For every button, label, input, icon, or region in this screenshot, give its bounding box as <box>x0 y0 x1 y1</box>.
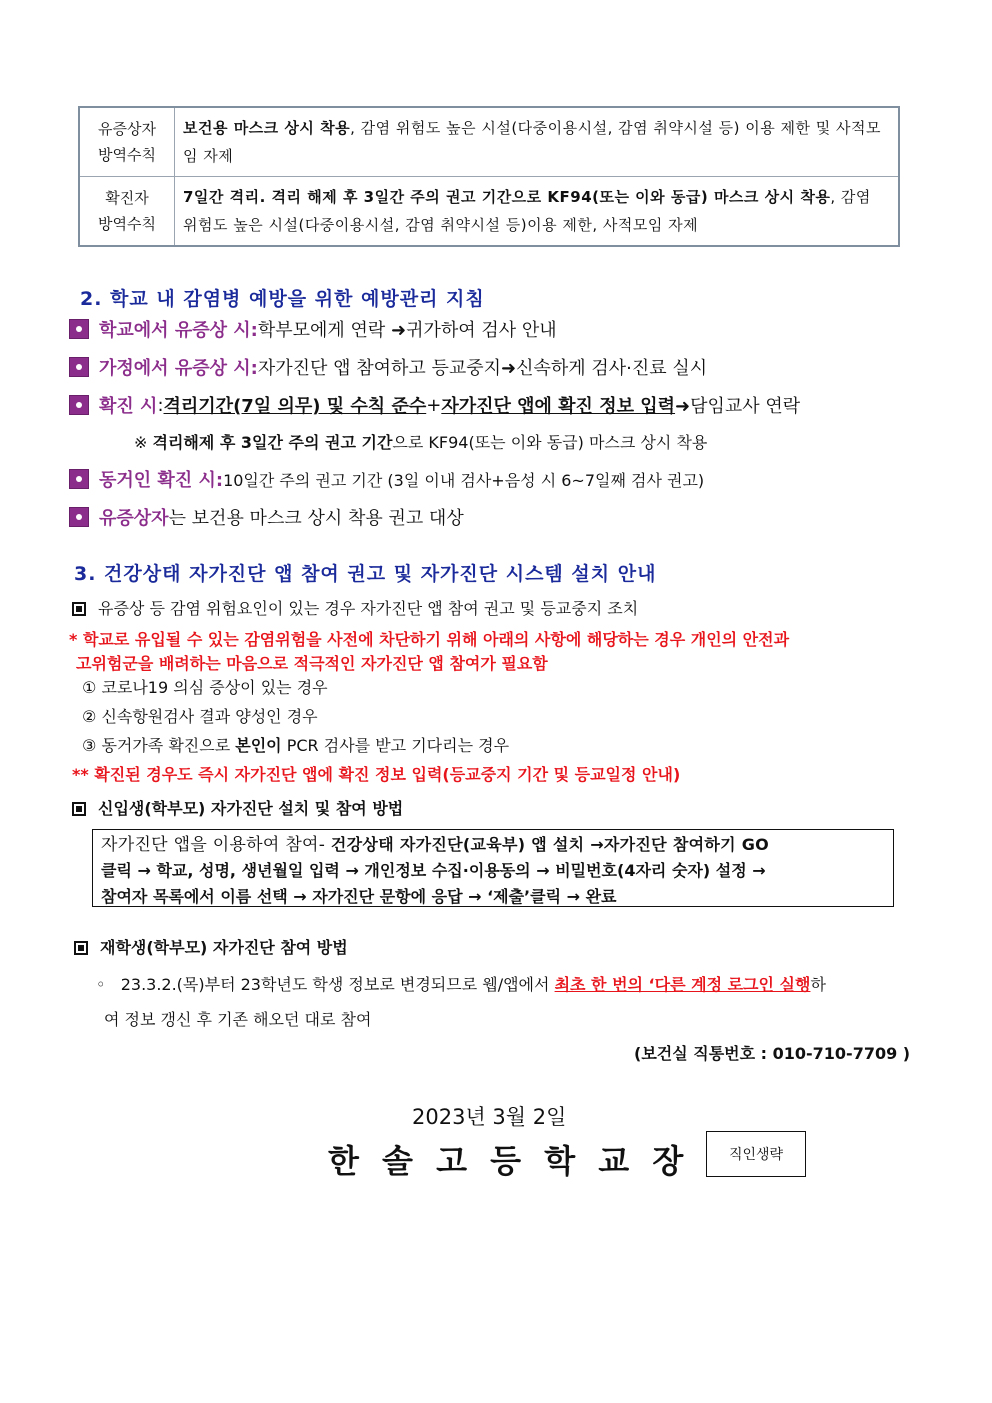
steps-line <box>101 832 885 858</box>
row-body <box>175 107 900 177</box>
document-date: 2023년 3월 2일 <box>412 1105 567 1129</box>
seal-omitted-box <box>706 1131 806 1177</box>
returning-text: 하 <box>810 975 826 994</box>
square-bullet-icon <box>69 357 89 377</box>
case-item <box>82 675 328 698</box>
row-header-line: 방역수칙 <box>98 215 156 233</box>
row-body <box>175 177 900 247</box>
boxed-square-icon <box>72 602 86 616</box>
note-text: 으로 KF94(또는 이와 동급) 마스크 상시 착용 <box>392 433 708 452</box>
returning-students-title: 재학생(학부모) 자가진단 참여 방법 <box>100 938 348 957</box>
case-text: 신속항원검사 결과 양성인 경우 <box>101 707 318 726</box>
square-bullet-icon <box>69 469 89 489</box>
steps-normal: 자가진단 앱을 이용하여 참여- <box>101 835 331 855</box>
case-number: ③ <box>82 736 97 755</box>
row-header-line: 방역수칙 <box>98 146 156 164</box>
item-text: ➜담임교사 연락 <box>675 396 801 417</box>
row-header-line: 유증상자 <box>98 120 156 138</box>
item-label: 가정에서 유증상 시: <box>99 358 258 379</box>
item-label: 유증상자 <box>99 508 169 529</box>
steps-bold: 건강상태 자가진단(교육부) 앱 설치 →자가진단 참여하기 GO <box>330 835 770 854</box>
contact-number: (보건실 직통번호 : 010-710-7709 ) <box>634 1044 911 1063</box>
section3-title: 3. 건강상태 자가진단 앱 참여 권고 및 자가진단 시스템 설치 안내 <box>74 563 657 585</box>
returning-red-text: 최초 한 번의 ‘다른 계정 로그인 실행 <box>554 975 811 994</box>
item-underlined: 격리기간(7일 의무) 및 수칙 준수 <box>163 396 427 417</box>
row-body-text: , 감염 위험도 높은 시설(다중이용시설, 감염 취약시설 등) 이용 제한 및 사적모임 자제 <box>183 119 881 165</box>
boxed-square-icon <box>72 802 86 816</box>
intro-text: 유증상 등 감염 위험요인이 있는 경우 자가진단 앱 참여 권고 및 등교중지 조치 <box>98 599 639 618</box>
square-bullet-icon <box>69 507 89 527</box>
section2-title: 2. 학교 내 감염병 예방을 위한 예방관리 지침 <box>80 288 485 310</box>
row-body-text: , 감염 위험도 높은 시설(다중이용시설, 감염 취약시설 등)이용 제한, 사적모임 자제 <box>183 188 871 234</box>
seal-text: 직인생략 <box>728 1147 784 1163</box>
item-text: 학부모에게 연락 ➜귀가하여 검사 안내 <box>257 320 557 341</box>
new-students-title-row <box>72 796 403 819</box>
quarantine-rules-table <box>78 106 900 247</box>
returning-students-title-row <box>74 935 348 958</box>
returning-line <box>96 972 826 995</box>
row-header <box>79 177 175 247</box>
item-text: 10일간 주의 권고 기간 (3일 이내 검사+음성 시 6~7일째 검사 권고) <box>223 470 705 490</box>
isolation-note <box>134 430 707 453</box>
list-item <box>69 504 464 530</box>
item-plus: + <box>426 394 442 416</box>
returning-line: 여 정보 갱신 후 기존 해오던 대로 참여 <box>104 1010 372 1029</box>
table-row <box>79 107 899 177</box>
steps-line: 클릭 → 학교, 성명, 생년월일 입력 → 개인정보 수집·이용동의 → 비밀번호(4자리 숫자) 설정 → <box>101 861 766 880</box>
list-item <box>69 316 557 342</box>
circle-bullet-icon: ◦ <box>96 975 106 994</box>
item-colon: : <box>157 394 164 416</box>
case-text: 동거가족 확진으로 <box>101 736 236 755</box>
returning-text: 23.3.2.(목)부터 23학년도 학생 정보로 변경되므로 웹/앱에서 <box>120 975 555 994</box>
warning-line: 고위험군을 배려하는 마음으로 적극적인 자가진단 앱 참여가 필요함 <box>76 654 548 673</box>
confirmed-warning: ** 확진된 경우도 즉시 자가진단 앱에 확진 정보 입력(등교중지 기간 및 등교일정 안내) <box>72 765 681 784</box>
warning-line: * 학교로 유입될 수 있는 감염위험을 사전에 차단하기 위해 아래의 사항에 해당하는 경우 개인의 안전과 <box>69 630 790 649</box>
case-text: PCR 검사를 받고 기다리는 경우 <box>281 736 510 755</box>
table-row <box>79 177 899 247</box>
item-underlined: 자가진단 앱에 확진 정보 입력 <box>441 396 676 417</box>
install-steps-box <box>92 829 894 907</box>
case-text: 코로나19 의심 증상이 있는 경우 <box>101 678 328 697</box>
new-students-title: 신입생(학부모) 자가진단 설치 및 참여 방법 <box>98 799 404 818</box>
case-number: ② <box>82 707 97 726</box>
signer-title: 한 솔 고 등 학 교 장 <box>328 1142 690 1180</box>
item-label: 학교에서 유증상 시: <box>99 320 258 341</box>
row-body-bold: 7일간 격리. 격리 해제 후 3일간 주의 권고 기간으로 KF94(또는 이와 동급) 마스크 상시 착용 <box>183 188 831 206</box>
steps-line: 참여자 목록에서 이름 선택 → 자가진단 문항에 응답 → ‘제출’클릭 → 완료 <box>101 887 617 906</box>
list-item <box>69 354 707 380</box>
item-label: 동거인 확진 시: <box>99 470 224 491</box>
note-prefix: ※ <box>134 433 153 452</box>
case-bold: 본인이 <box>235 736 282 755</box>
square-bullet-icon <box>69 319 89 339</box>
case-number: ① <box>82 678 97 697</box>
note-bold: 격리해제 후 3일간 주의 권고 기간 <box>152 433 393 452</box>
intro-line <box>72 596 638 619</box>
row-header-line: 확진자 <box>105 189 149 207</box>
list-item <box>69 392 800 418</box>
row-header <box>79 107 175 177</box>
case-item <box>82 704 318 727</box>
boxed-square-icon <box>74 941 88 955</box>
row-body-bold: 보건용 마스크 상시 착용 <box>183 119 351 137</box>
case-item <box>82 733 509 756</box>
list-item <box>69 466 704 492</box>
item-label: 확진 시 <box>99 396 158 417</box>
item-text: 는 보건용 마스크 상시 착용 권고 대상 <box>168 508 464 529</box>
item-text: 자가진단 앱 참여하고 등교중지➜신속하게 검사·진료 실시 <box>257 358 708 379</box>
square-bullet-icon <box>69 395 89 415</box>
